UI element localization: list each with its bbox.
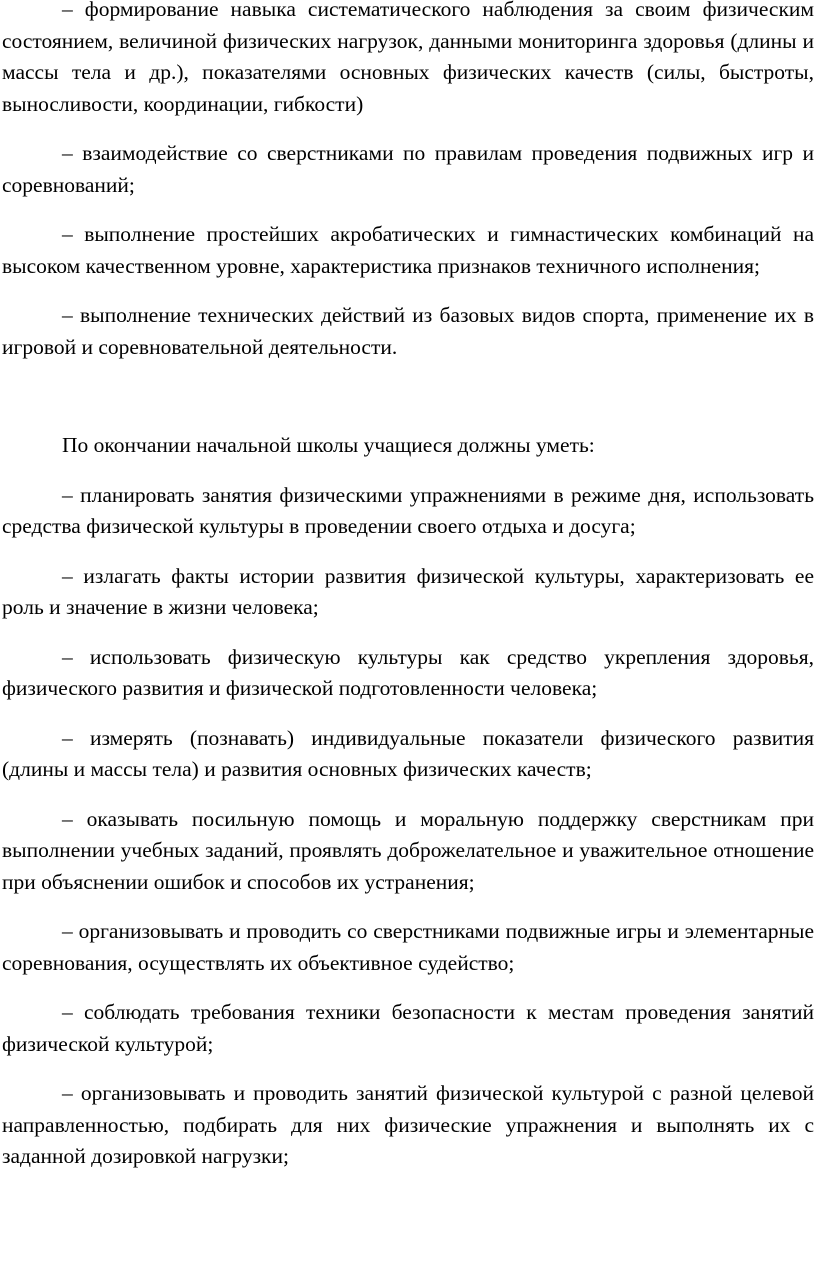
skill-item: – организовывать и проводить со сверстниками подвижные игры и элементарные соревнования, осуществлять их объективное судейство; xyxy=(2,919,814,975)
skill-item: – использовать физическую культуры как средство укрепления здоровья, физического развития и физической подготовленности человека; xyxy=(2,644,814,700)
skill-item: – планировать занятия физическими упражнениями в режиме дня, использовать средства физической культуры в проведении своего отдыха и досуга; xyxy=(2,482,814,538)
skill-item: – соблюдать требования техники безопасности к местам проведения занятий физической культурой; xyxy=(2,1000,814,1056)
intro-heading: По окончании начальной школы учащиеся должны уметь: xyxy=(62,433,595,457)
skill-item: – организовывать и проводить занятий физической культурой с разной целевой направленностью, подбирать для них физические упражнения и выполнять их с заданной дозировкой нагрузки; xyxy=(2,1081,814,1168)
skill-item: – оказывать посильную помощь и моральную поддержку сверстникам при выполнении учебных заданий, проявлять доброжелательное и уважительное отношение при объяснении ошибок и способов их устранения; xyxy=(2,806,814,894)
skill-item: – излагать факты истории развития физической культуры, характеризовать ее роль и значение в жизни человека; xyxy=(2,563,814,619)
paragraph-physical-monitoring: – формирование навыка систематического наблюдения за своим физическим состоянием, величиной физических нагрузок, данными мониторинга здоровья (длины и массы тела и др.), показателями основных физических качеств (силы, быстроты, выносливости, координации, гибкости) xyxy=(2,0,814,116)
paragraph-technical-actions: – выполнение технических действий из базовых видов спорта, применение их в игровой и соревновательной деятельности. xyxy=(2,303,814,359)
paragraph-peer-interaction: – взаимодействие со сверстниками по правилам проведения подвижных игр и соревнований; xyxy=(2,141,814,197)
paragraph-acrobatic-combinations: – выполнение простейших акробатических и гимнастических комбинаций на высоком качественном уровне, характеристика признаков техничного исполнения; xyxy=(2,222,814,278)
skill-item: – измерять (познавать) индивидуальные показатели физического развития (длины и массы тела) и развития основных физических качеств; xyxy=(2,725,814,781)
